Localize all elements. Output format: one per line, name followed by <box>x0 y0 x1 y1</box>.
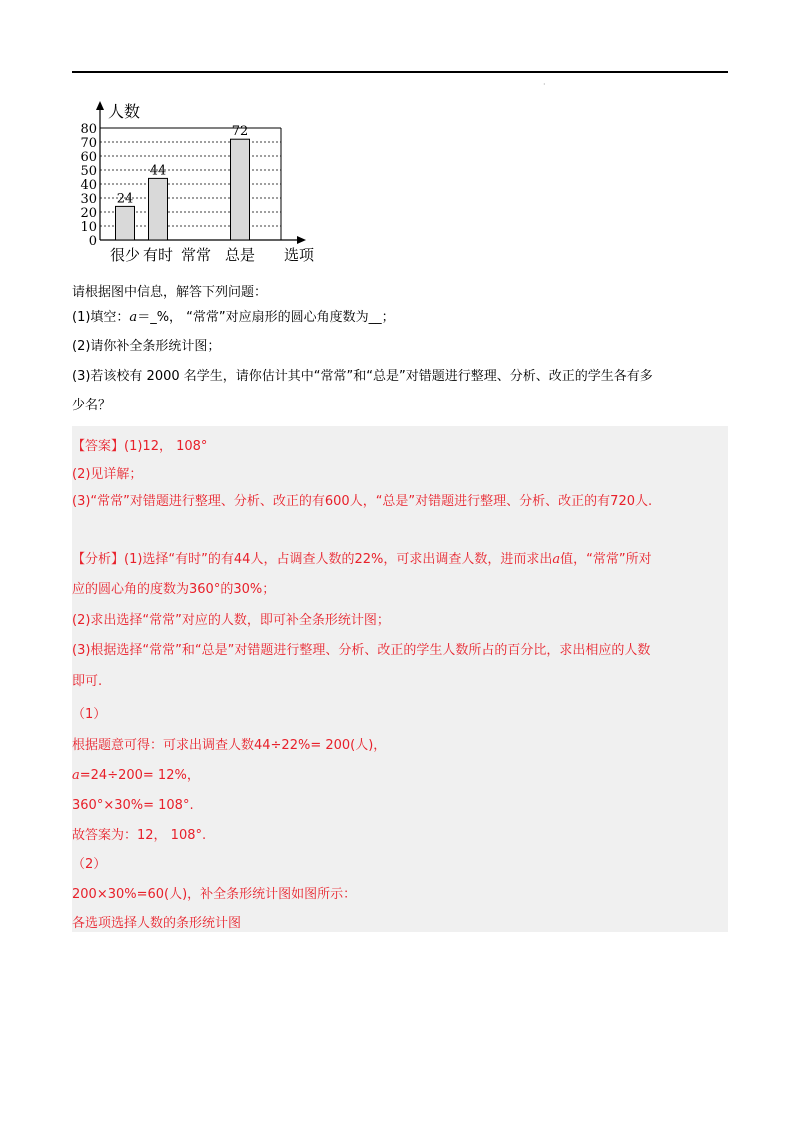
question-intro: 请根据图中信息，解答下列问题： <box>72 285 268 300</box>
solution-part1-line4: 故答案为：12， 108°. <box>72 828 207 843</box>
bar <box>231 139 250 240</box>
answer-line-3: (3)“常常”对错题进行整理、分析、改正的有600人，“总是”对错题进行整理、分析、改正的有720人. <box>72 494 653 509</box>
q1-prefix: (1)填空： <box>72 310 130 325</box>
answer-line-2: (2)见详解； <box>72 467 143 482</box>
answer-line-1 <box>72 438 207 456</box>
question-1 <box>72 309 395 327</box>
solution-part2-line2: 各选项选择人数的条形统计图 <box>72 916 242 931</box>
y-tick-label: 30 <box>80 192 97 207</box>
y-axis-arrow <box>96 101 104 110</box>
y-tick-label: 70 <box>80 136 97 151</box>
y-tick-label: 60 <box>80 150 97 165</box>
x-tick-label: 常常 <box>180 246 212 264</box>
analysis-1b: 值，“常常”所对 <box>560 552 652 567</box>
bar <box>116 206 135 240</box>
y-tick-label: 80 <box>80 122 97 137</box>
bar-chart <box>70 95 330 265</box>
q1-variable: a <box>129 310 138 325</box>
x-tick-label: 有时 <box>142 246 174 264</box>
bar-value-label: 72 <box>231 124 249 140</box>
solution-part1-label: （1） <box>72 707 107 722</box>
answer-1: (1)12， 108° <box>124 439 208 454</box>
solution-part1-line2 <box>72 767 200 785</box>
solution-part2-label: （2） <box>72 857 107 872</box>
y-tick-label: 20 <box>80 206 97 221</box>
question-3-line1: (3)若该校有 2000 名学生，请你估计其中“常常”和“总是”对错题进行整理、分析、改正的学生各有多 <box>72 369 653 384</box>
analysis-line-2: 应的圆心角的度数为360°的30%； <box>72 582 276 597</box>
x-axis-title: 选项 <box>284 246 315 264</box>
x-tick-label: 很少 <box>109 246 141 264</box>
x-tick-label: 总是 <box>224 246 256 264</box>
solution-part1-line1: 根据题意可得：可求出调查人数44÷22%= 200(人)， <box>72 738 387 753</box>
analysis-label: 【分析】 <box>72 552 125 567</box>
y-tick-label: 0 <box>88 234 97 249</box>
bar-value-label: 44 <box>149 163 167 179</box>
solution-part1-line3: 360°×30%= 108°. <box>72 798 194 813</box>
y-tick-label: 10 <box>80 220 97 235</box>
header-rule <box>72 71 728 73</box>
analysis-line-4: (3)根据选择“常常”和“总是”对错题进行整理、分析、改正的学生人数所占的百分比，求出相应的人数 <box>72 643 651 658</box>
bar-value-label: 24 <box>116 191 134 207</box>
analysis-line-5: 即可. <box>72 674 103 689</box>
y-axis-title: 人数 <box>108 102 141 121</box>
bar-chart-svg <box>70 95 330 265</box>
q1-rest: ＝_%， “常常”对应扇形的圆心角度数为__； <box>137 310 395 325</box>
bar <box>149 178 168 240</box>
analysis-line-1 <box>72 551 652 569</box>
question-2: (2)请你补全条形统计图； <box>72 339 221 354</box>
analysis-line-3: (2)求出选择“常常”对应的人数，即可补全条形统计图； <box>72 613 390 628</box>
y-tick-label: 50 <box>80 164 97 179</box>
solution-variable: a <box>72 768 80 783</box>
solution-part1-line2-text: =24÷200= 12%， <box>79 768 200 783</box>
x-axis-arrow <box>297 236 306 244</box>
analysis-variable: a <box>552 552 561 567</box>
page-speck: · <box>543 80 546 89</box>
analysis-1a: (1)选择“有时”的有44人，占调查人数的22%，可求出调查人数，进而求出 <box>124 552 553 567</box>
answer-label: 【答案】 <box>72 439 125 454</box>
y-tick-label: 40 <box>80 178 97 193</box>
question-3-line2: 少名？ <box>72 398 112 413</box>
solution-part2-line1: 200×30%=60(人)，补全条形统计图如图所示： <box>72 887 357 902</box>
